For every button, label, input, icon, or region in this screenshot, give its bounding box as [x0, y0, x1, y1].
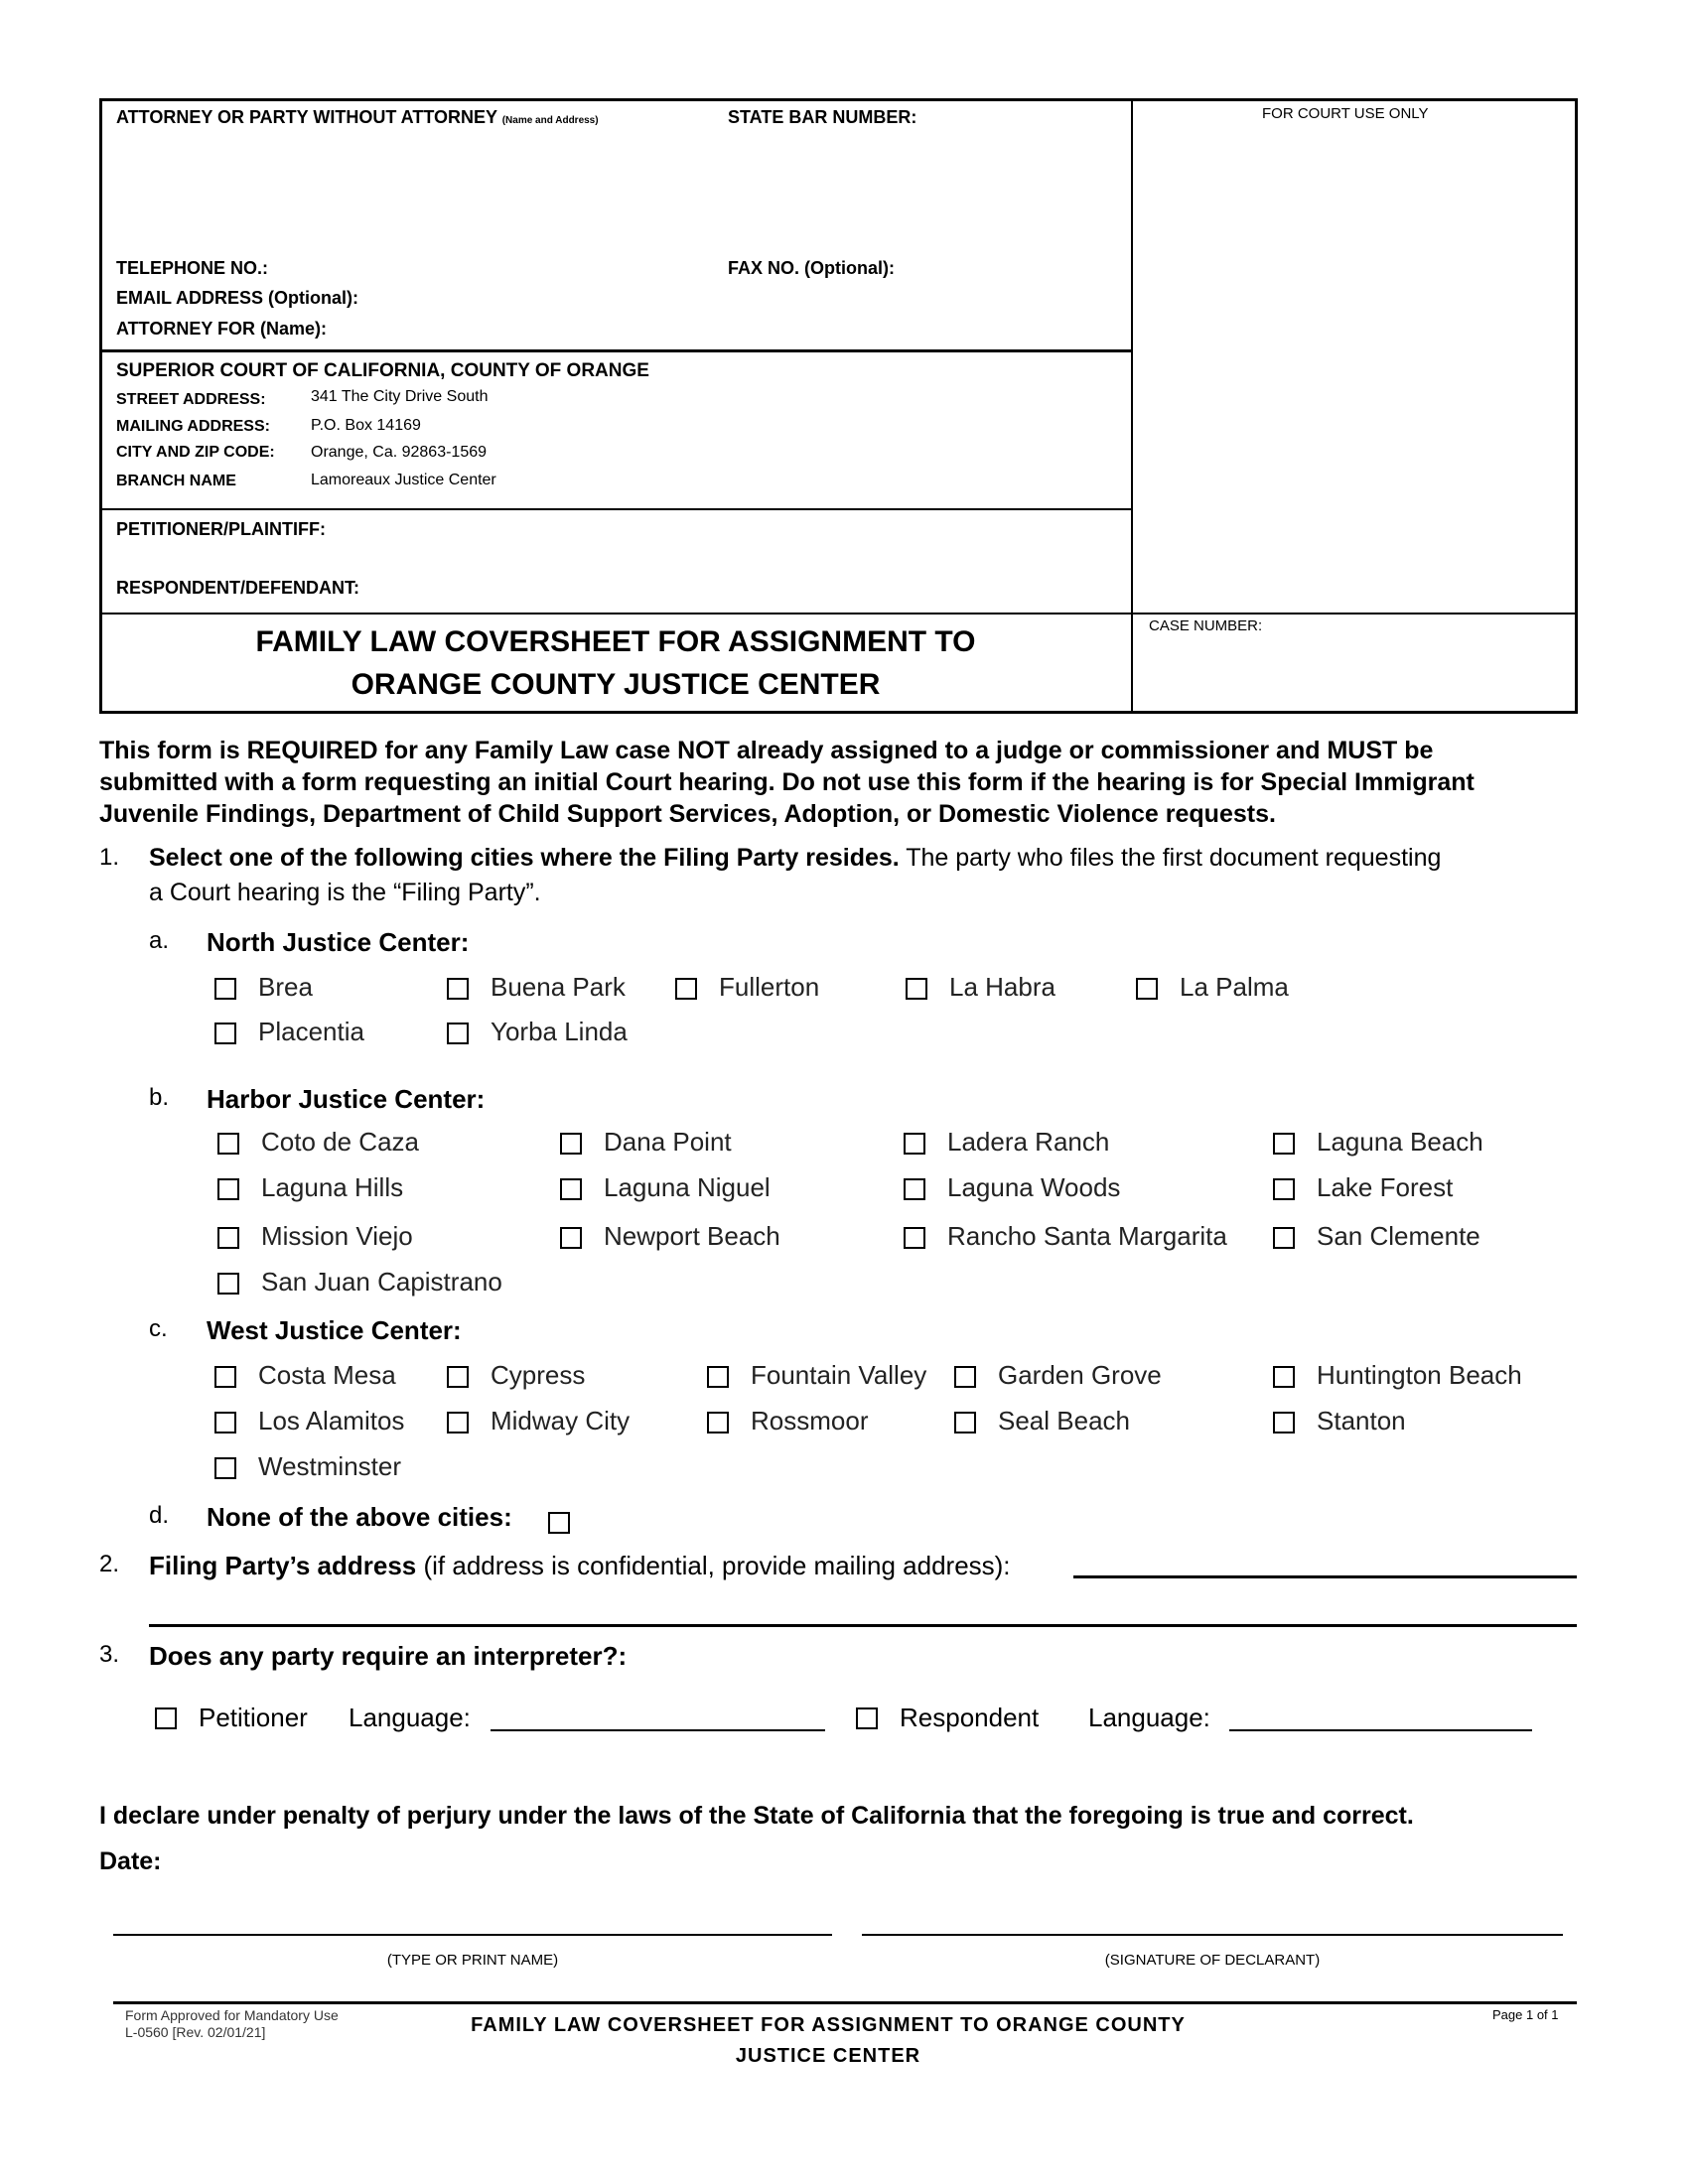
city-label-la-habra: La Habra [949, 972, 1055, 1002]
section-letter: a. [149, 927, 170, 954]
email-label: EMAIL ADDRESS (Optional): [116, 288, 358, 308]
q1-number: 1. [99, 844, 120, 871]
respondent-checkbox[interactable] [856, 1707, 878, 1729]
section-title: West Justice Center: [207, 1315, 462, 1345]
checkbox-los-alamitos[interactable] [214, 1412, 236, 1433]
city-label-la-palma: La Palma [1180, 972, 1289, 1002]
checkbox-coto-de-caza[interactable] [217, 1133, 239, 1155]
city-label-brea: Brea [258, 972, 313, 1002]
divider [99, 349, 1132, 352]
q2-bold: Filing Party’s address [149, 1551, 417, 1580]
city-value: Orange, Ca. 92863-1569 [311, 444, 488, 461]
city-label-fullerton: Fullerton [719, 972, 820, 1002]
city-label-fountain-valley: Fountain Valley [751, 1360, 927, 1390]
q2-rest: (if address is confidential, provide mailing address): [416, 1551, 1011, 1580]
none-of-above-checkbox[interactable] [548, 1512, 570, 1534]
city-label-laguna-niguel: Laguna Niguel [604, 1172, 771, 1202]
city-label-lake-forest: Lake Forest [1317, 1172, 1454, 1202]
q3-number: 3. [99, 1641, 120, 1668]
divider [99, 711, 1578, 714]
checkbox-cypress[interactable] [447, 1366, 469, 1388]
street-label: STREET ADDRESS: [116, 391, 266, 408]
signature-label: (SIGNATURE OF DECLARANT) [1104, 1952, 1321, 1969]
respondent-label: RESPONDENT/DEFENDANT: [116, 578, 360, 598]
court-name: SUPERIOR COURT OF CALIFORNIA, COUNTY OF ORANGE [116, 360, 649, 381]
city-label-westminster: Westminster [258, 1451, 401, 1481]
state-bar-label: STATE BAR NUMBER: [728, 107, 917, 127]
checkbox-san-clemente[interactable] [1273, 1227, 1295, 1249]
form-number: L-0560 [Rev. 02/01/21] [125, 2024, 266, 2040]
petitioner-label: Petitioner [199, 1703, 308, 1732]
address-field-line2[interactable] [149, 1624, 1577, 1627]
petitioner-checkbox[interactable] [155, 1707, 177, 1729]
city-label-laguna-beach: Laguna Beach [1317, 1127, 1483, 1157]
city-label-stanton: Stanton [1317, 1406, 1406, 1435]
divider [1131, 98, 1133, 714]
name-label: (TYPE OR PRINT NAME) [386, 1952, 559, 1969]
city-label-dana-point: Dana Point [604, 1127, 732, 1157]
city-label-laguna-hills: Laguna Hills [261, 1172, 404, 1202]
checkbox-midway-city[interactable] [447, 1412, 469, 1433]
intro-line: This form is REQUIRED for any Family Law case NOT already assigned to a judge or commissioner and MUST be [99, 737, 1434, 764]
petitioner-language-field[interactable] [491, 1729, 825, 1731]
q2-number: 2. [99, 1551, 120, 1577]
address-field-line1[interactable] [1073, 1575, 1577, 1578]
street-value: 341 The City Drive South [311, 388, 489, 405]
city-label: CITY AND ZIP CODE: [116, 444, 275, 461]
divider [99, 98, 1578, 101]
q1-text [149, 844, 1441, 873]
city-label-rossmoor: Rossmoor [751, 1406, 869, 1435]
checkbox-fullerton[interactable] [675, 978, 697, 1000]
title-line1: FAMILY LAW COVERSHEET FOR ASSIGNMENT TO [255, 625, 976, 658]
branch-label: BRANCH NAME [116, 473, 236, 489]
intro-line: submitted with a form requesting an initial Court hearing. Do not use this form if the hearing is for Special Immigrant [99, 768, 1475, 796]
q1-line2: a Court hearing is the “Filing Party”. [149, 879, 541, 906]
checkbox-stanton[interactable] [1273, 1412, 1295, 1433]
petitioner-language-label: Language: [349, 1703, 471, 1732]
respondent-language-label: Language: [1088, 1703, 1210, 1732]
attorney-label [116, 107, 599, 128]
checkbox-rancho-santa-margarita[interactable] [904, 1227, 925, 1249]
checkbox-ladera-ranch[interactable] [904, 1133, 925, 1155]
section-letter: b. [149, 1084, 170, 1111]
checkbox-laguna-beach[interactable] [1273, 1133, 1295, 1155]
respondent-language-field[interactable] [1229, 1729, 1532, 1731]
q3-text: Does any party require an interpreter?: [149, 1641, 628, 1671]
divider [99, 613, 1578, 614]
city-label-costa-mesa: Costa Mesa [258, 1360, 396, 1390]
checkbox-brea[interactable] [214, 978, 236, 1000]
form-approved: Form Approved for Mandatory Use [125, 2007, 339, 2023]
city-label-san-clemente: San Clemente [1317, 1221, 1480, 1251]
footer-title-line1: FAMILY LAW COVERSHEET FOR ASSIGNMENT TO ORANGE COUNTY [471, 2014, 1186, 2036]
city-label-san-juan-capistrano: San Juan Capistrano [261, 1267, 502, 1297]
section-letter: d. [149, 1502, 170, 1529]
city-label-newport-beach: Newport Beach [604, 1221, 780, 1251]
footer-title-line2: JUSTICE CENTER [735, 2045, 921, 2067]
city-label-placentia: Placentia [258, 1017, 364, 1046]
city-label-yorba-linda: Yorba Linda [491, 1017, 628, 1046]
city-label-buena-park: Buena Park [491, 972, 626, 1002]
declaration-text: I declare under penalty of perjury under the laws of the State of California that the foregoing is true and correct. [99, 1802, 1414, 1830]
section-title: None of the above cities: [207, 1502, 512, 1532]
q1-rest: The party who files the first document requesting [899, 844, 1442, 872]
court-use-label: FOR COURT USE ONLY [1262, 105, 1429, 122]
checkbox-la-palma[interactable] [1136, 978, 1158, 1000]
signature-field-line[interactable] [862, 1934, 1563, 1936]
checkbox-seal-beach[interactable] [954, 1412, 976, 1433]
checkbox-laguna-woods[interactable] [904, 1178, 925, 1200]
checkbox-garden-grove[interactable] [954, 1366, 976, 1388]
city-label-rancho-santa-margarita: Rancho Santa Margarita [947, 1221, 1227, 1251]
divider [99, 508, 1132, 510]
city-label-garden-grove: Garden Grove [998, 1360, 1162, 1390]
checkbox-dana-point[interactable] [560, 1133, 582, 1155]
checkbox-placentia[interactable] [214, 1023, 236, 1044]
city-label-midway-city: Midway City [491, 1406, 631, 1435]
city-label-seal-beach: Seal Beach [998, 1406, 1130, 1435]
respondent-label: Respondent [900, 1703, 1040, 1732]
checkbox-yorba-linda[interactable] [447, 1023, 469, 1044]
section-title: North Justice Center: [207, 927, 470, 957]
checkbox-huntington-beach[interactable] [1273, 1366, 1295, 1388]
intro-line: Juvenile Findings, Department of Child Support Services, Adoption, or Domestic Violence requests. [99, 800, 1276, 828]
city-label-mission-viejo: Mission Viejo [261, 1221, 413, 1251]
checkbox-mission-viejo[interactable] [217, 1227, 239, 1249]
petitioner-label: PETITIONER/PLAINTIFF: [116, 519, 326, 539]
fax-label: FAX NO. (Optional): [728, 258, 895, 278]
checkbox-rossmoor[interactable] [707, 1412, 729, 1433]
city-label-los-alamitos: Los Alamitos [258, 1406, 405, 1435]
checkbox-laguna-hills[interactable] [217, 1178, 239, 1200]
checkbox-la-habra[interactable] [906, 978, 927, 1000]
checkbox-costa-mesa[interactable] [214, 1366, 236, 1388]
footer-divider [113, 2001, 1577, 2004]
page-number: Page 1 of 1 [1492, 2007, 1559, 2022]
case-number-label: CASE NUMBER: [1149, 617, 1263, 634]
city-label-coto-de-caza: Coto de Caza [261, 1127, 419, 1157]
checkbox-westminster[interactable] [214, 1457, 236, 1479]
mailing-label: MAILING ADDRESS: [116, 418, 270, 435]
checkbox-lake-forest[interactable] [1273, 1178, 1295, 1200]
attorney-for-label: ATTORNEY FOR (Name): [116, 319, 328, 339]
branch-value: Lamoreaux Justice Center [311, 472, 496, 488]
city-label-huntington-beach: Huntington Beach [1317, 1360, 1522, 1390]
divider [1575, 98, 1578, 714]
date-label: Date: [99, 1847, 162, 1875]
city-label-laguna-woods: Laguna Woods [947, 1172, 1121, 1202]
city-label-ladera-ranch: Ladera Ranch [947, 1127, 1110, 1157]
checkbox-san-juan-capistrano[interactable] [217, 1273, 239, 1295]
mailing-value: P.O. Box 14169 [311, 417, 421, 434]
city-label-cypress: Cypress [491, 1360, 586, 1390]
attorney-label-text: ATTORNEY OR PARTY WITHOUT ATTORNEY [116, 107, 497, 127]
title-line2: ORANGE COUNTY JUSTICE CENTER [351, 668, 881, 701]
telephone-label: TELEPHONE NO.: [116, 258, 269, 278]
checkbox-laguna-niguel[interactable] [560, 1178, 582, 1200]
attorney-sub: (Name and Address) [501, 115, 599, 126]
section-letter: c. [149, 1315, 168, 1342]
divider [99, 98, 102, 714]
q2-text [149, 1551, 1011, 1581]
section-title: Harbor Justice Center: [207, 1084, 486, 1114]
name-field-line[interactable] [113, 1934, 832, 1936]
q1-bold: Select one of the following cities where the Filing Party resides. [149, 844, 900, 872]
checkbox-buena-park[interactable] [447, 978, 469, 1000]
checkbox-newport-beach[interactable] [560, 1227, 582, 1249]
checkbox-fountain-valley[interactable] [707, 1366, 729, 1388]
